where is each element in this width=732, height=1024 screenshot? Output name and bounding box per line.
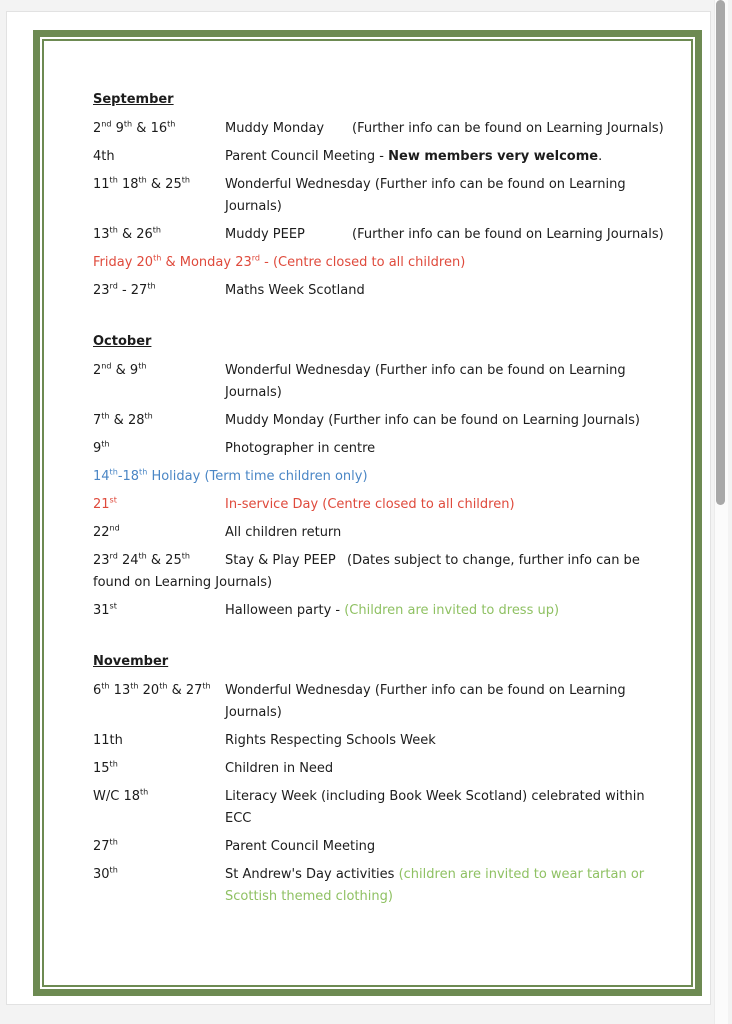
event-cell	[225, 680, 667, 724]
calendar-row	[93, 410, 667, 432]
date-cell: 11th 18th & 25th	[93, 175, 190, 192]
date-cell: 9th	[93, 439, 110, 456]
calendar-row	[93, 494, 667, 516]
closure-notice: Friday 20th & Monday 23rd - (Centre closed to all children)	[93, 253, 466, 270]
calendar-row	[93, 864, 667, 908]
date-cell: 22nd	[93, 523, 120, 540]
page-border-outer	[33, 30, 702, 996]
event-text: Muddy Monday	[225, 121, 325, 136]
date-cell: 13th & 26th	[93, 225, 162, 242]
event-text: (Further info can be found on Learning Journals)	[352, 121, 664, 136]
month-section-september	[93, 89, 667, 302]
event-text: Parent Council Meeting	[225, 839, 376, 854]
date-cell: 11th	[93, 733, 123, 748]
calendar-content	[44, 41, 691, 985]
event-text: (children are invited to wear tartan or Scottish themed clothing)	[225, 867, 645, 904]
event-text: Parent Council Meeting -	[225, 149, 389, 164]
event-cell	[225, 600, 667, 622]
event-text: New members very welcome	[388, 149, 599, 164]
event-cell	[225, 836, 667, 858]
event-text: (Further info can be found on Learning Journals)	[352, 227, 664, 242]
calendar-row	[93, 224, 667, 246]
month-heading: October	[93, 334, 152, 349]
event-text: Wonderful Wednesday (Further info can be found on Learning Journals)	[225, 683, 626, 720]
event-text: Photographer in centre	[225, 441, 376, 456]
event-cell	[225, 494, 667, 516]
event-text: Wonderful Wednesday (Further info can be found on Learning Journals)	[225, 177, 626, 214]
event-cell	[225, 730, 667, 752]
calendar-row	[93, 522, 667, 544]
page-border-inner	[42, 39, 693, 987]
calendar-row	[93, 118, 667, 140]
date-cell: 2nd 9th & 16th	[93, 119, 176, 136]
event-text: Maths Week Scotland	[225, 283, 365, 298]
event-text: St Andrew's Day activities	[225, 867, 399, 882]
calendar-row	[93, 360, 667, 404]
calendar-row	[93, 550, 667, 594]
calendar-row	[93, 836, 667, 858]
date-cell: 15th	[93, 759, 118, 776]
holiday-notice: 14th-18th Holiday (Term time children only)	[93, 467, 368, 484]
event-text: (Dates subject to change, further info can be found on Learning Journals)	[93, 553, 640, 590]
calendar-row	[93, 174, 667, 218]
date-cell: 31st	[93, 601, 117, 618]
month-heading: November	[93, 654, 169, 669]
event-cell	[225, 118, 667, 140]
date-cell: 21st	[93, 495, 117, 512]
event-text: Halloween party -	[225, 603, 345, 618]
event-text: Children in Need	[225, 761, 334, 776]
month-heading: September	[93, 92, 174, 107]
date-cell: 23rd 24th & 25th	[93, 551, 190, 568]
event-text: Literacy Week (including Book Week Scotland) celebrated within ECC	[225, 789, 645, 826]
date-cell: 7th & 28th	[93, 411, 153, 428]
event-text: (Children are invited to dress up)	[344, 603, 560, 618]
event-cell	[225, 758, 667, 780]
calendar-row	[93, 758, 667, 780]
event-text: Muddy Monday (Further info can be found on Learning Journals)	[225, 413, 640, 428]
event-cell	[225, 410, 667, 432]
date-cell: W/C 18th	[93, 787, 149, 804]
event-text: Muddy PEEP	[225, 227, 305, 242]
date-cell: 6th 13th 20th & 27th	[93, 681, 211, 698]
date-cell: 2nd & 9th	[93, 361, 147, 378]
calendar-row	[93, 786, 667, 830]
date-cell: 4th	[93, 149, 115, 164]
calendar-row	[93, 600, 667, 622]
date-cell: 23rd - 27th	[93, 281, 156, 298]
event-text: All children return	[225, 525, 342, 540]
calendar-row	[93, 438, 667, 460]
document-page	[6, 11, 711, 1005]
event-text: Stay & Play PEEP	[225, 553, 336, 568]
event-cell	[225, 224, 667, 246]
event-cell	[225, 864, 667, 908]
event-text: Rights Respecting Schools Week	[225, 733, 436, 748]
calendar-row	[93, 680, 667, 724]
calendar-row	[93, 280, 667, 302]
month-section-october	[93, 331, 667, 622]
calendar-row	[93, 730, 667, 752]
event-cell	[225, 786, 667, 830]
event-cell	[225, 438, 667, 460]
date-cell: 30th	[93, 865, 118, 882]
event-text: In-service Day (Centre closed to all children)	[225, 497, 515, 512]
event-cell	[225, 280, 667, 302]
calendar-row	[93, 146, 667, 168]
event-cell	[225, 522, 667, 544]
event-text: Wonderful Wednesday (Further info can be found on Learning Journals)	[225, 363, 626, 400]
event-cell	[225, 174, 667, 218]
event-cell	[225, 360, 667, 404]
date-cell: 27th	[93, 837, 118, 854]
scrollbar-thumb[interactable]	[716, 0, 725, 505]
event-text: .	[598, 149, 603, 164]
event-cell	[225, 146, 667, 168]
month-section-november	[93, 651, 667, 908]
